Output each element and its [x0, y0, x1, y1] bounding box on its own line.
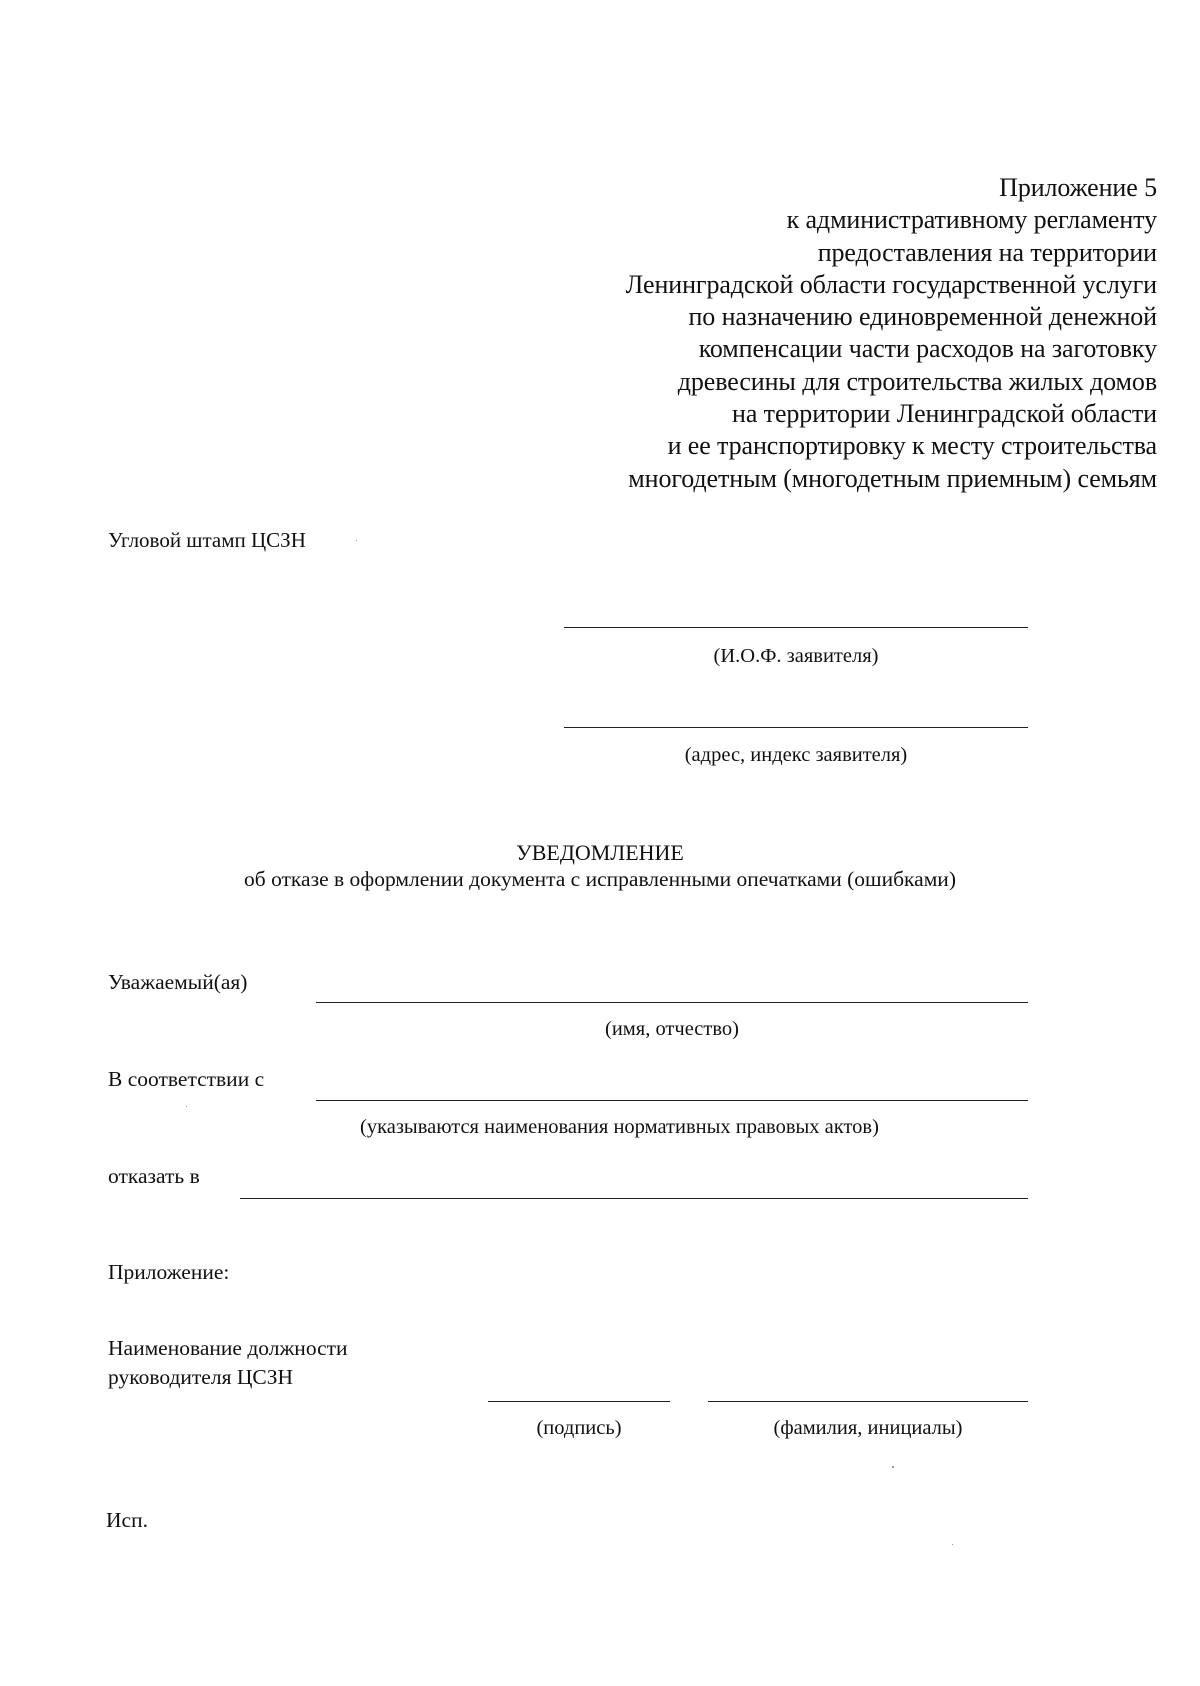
appendix-line: на территории Ленинградской области [732, 399, 1157, 429]
appendix-line: и ее транспортировку к месту строительства [667, 431, 1157, 461]
accordance-label: В соответствии с [108, 1067, 265, 1091]
position-title-line2: руководителя ЦСЗН [108, 1365, 293, 1389]
position-title-line1: Наименование должности [108, 1336, 348, 1360]
appendix-header [626, 172, 1157, 495]
refuse-line [240, 1198, 1028, 1199]
scan-speck [186, 1106, 187, 1107]
document-title: УВЕДОМЛЕНИЕ [516, 840, 684, 865]
corner-stamp-label: Угловой штамп ЦСЗН [108, 528, 306, 552]
appendix-line: Ленинградской области государственной услуги [625, 269, 1157, 299]
appendix-line: по назначению единовременной денежной [688, 302, 1157, 332]
appendix-line: многодетным (многодетным приемным) семьям [628, 463, 1157, 493]
scan-speck [952, 1544, 953, 1545]
appendix-line: предоставления на территории [817, 237, 1157, 267]
appendix-line: компенсации части расходов на заготовку [698, 334, 1157, 364]
appendix-line: к административному регламенту [786, 205, 1157, 235]
applicant-name-caption: (И.О.Ф. заявителя) [713, 645, 879, 667]
appendix-line: древесины для строительства жилых домов [677, 366, 1157, 396]
attachment-label: Приложение: [108, 1260, 230, 1284]
scan-speck [356, 540, 357, 541]
document-subtitle: об отказе в оформлении документа с исправленными опечатками (ошибками) [244, 867, 956, 891]
appendix-line: Приложение 5 [999, 173, 1157, 202]
dear-label: Уважаемый(ая) [108, 970, 248, 994]
dear-line [316, 1002, 1028, 1003]
dear-caption: (имя, отчество) [605, 1018, 739, 1040]
full-name-line [708, 1401, 1028, 1402]
applicant-name-line [564, 627, 1028, 628]
accordance-caption: (указываются наименования нормативных правовых актов) [360, 1116, 879, 1138]
scan-speck [892, 1466, 894, 1468]
signature-caption: (подпись) [536, 1417, 622, 1439]
full-name-caption: (фамилия, инициалы) [773, 1417, 963, 1439]
accordance-line [316, 1100, 1028, 1101]
applicant-address-line [564, 727, 1028, 728]
signature-line [488, 1401, 670, 1402]
refuse-label: отказать в [108, 1164, 200, 1188]
applicant-address-caption: (адрес, индекс заявителя) [684, 744, 908, 766]
executor-label: Исп. [106, 1508, 148, 1532]
